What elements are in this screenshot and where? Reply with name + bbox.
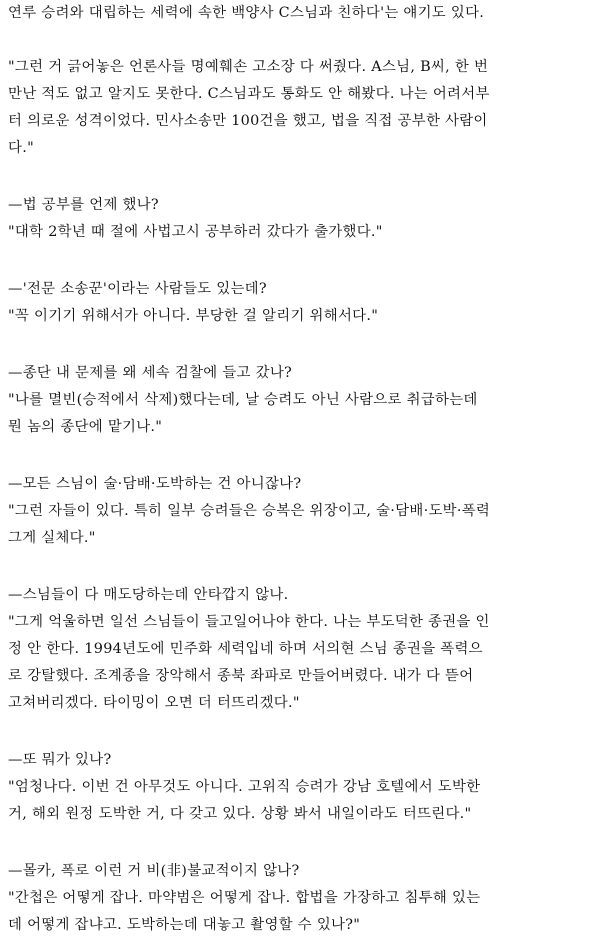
paragraph-gap: [8, 717, 596, 747]
answer-line: 로 강탈했다. 조계종을 장악해서 종북 좌파로 만들어버렸다. 내가 다 뜯어: [8, 668, 474, 684]
question-line: —모든 스님이 술·담배·도박하는 건 아니잖나?: [8, 476, 302, 492]
answer-line: 만난 적도 없고 알지도 못한다. C스님과도 통화도 안 해봤다. 나는 어려서부: [8, 86, 490, 102]
answer-line: "간첩은 어떻게 잡나. 마약범은 어떻게 잡나. 합법을 가장하고 침투해 있는: [8, 890, 481, 906]
answer-line: "그런 거 긁어놓은 언론사들 명예훼손 고소장 다 써줬다. A스님, B씨, 한 번: [8, 59, 489, 75]
answer-line: 고쳐버리겠다. 타이밍이 오면 더 터뜨리겠다.": [8, 695, 300, 711]
question-line: —몰카, 폭로 이런 거 비(非)불교적이지 않나?: [8, 863, 300, 879]
answer-line: "나를 멸빈(승적에서 삭제)했다는데, 날 승려도 아닌 사람으로 취급하는데: [8, 392, 478, 408]
article-body: [8, 0, 596, 939]
paragraph-gap: [8, 828, 596, 858]
question-line: —'전문 소송꾼'이라는 사람들도 있는데?: [8, 281, 267, 297]
paragraph-gap: [8, 162, 596, 192]
paragraph-gap: [8, 552, 596, 582]
paragraph-gap: [8, 246, 596, 276]
answer-line: 뭔 놈의 종단에 맡기나.": [8, 419, 163, 435]
answer-line: "꼭 이기기 위해서가 아니다. 부당한 걸 알리기 위해서다.": [8, 308, 379, 324]
answer-line: 거, 해외 원정 도박한 거, 다 갖고 있다. 상황 봐서 내일이라도 터뜨린다.": [8, 806, 472, 822]
answer-line: 그게 실체다.": [8, 530, 96, 546]
answer-line: 정 안 한다. 1994년도에 민주화 세력입네 하며 서의현 스님 종권을 폭력으: [8, 641, 483, 657]
answer-line: "엄청나다. 이번 건 아무것도 아니다. 고위직 승려가 강남 호텔에서 도박한: [8, 779, 481, 795]
paragraph-gap: [8, 330, 596, 360]
question-line: —스님들이 다 매도당하는데 안타깝지 않나.: [8, 587, 289, 603]
paragraph-gap: [8, 27, 596, 54]
answer-line: "그런 자들이 있다. 특히 일부 승려들은 승복은 위장이고, 술·담배·도박·폭력: [8, 503, 491, 519]
answer-line: "그게 억울하면 일선 스님들이 들고일어나야 한다. 나는 부도덕한 종권을 인: [8, 614, 490, 630]
paragraph-line: 연루 승려와 대립하는 세력에 속한 백양사 C스님과 친하다'는 얘기도 있다.: [8, 5, 485, 21]
answer-line: 터 의로운 성격이었다. 민사소송만 100건을 했고, 법을 직접 공부한 사람이: [8, 113, 488, 129]
paragraph-gap: [8, 441, 596, 471]
question-line: —종단 내 문제를 왜 세속 검찰에 들고 갔나?: [8, 365, 293, 381]
answer-line: "대학 2학년 때 절에 사법고시 공부하러 갔다가 출가했다.": [8, 224, 383, 240]
answer-line: 데 어떻게 잡냐고. 도박하는데 대놓고 촬영할 수 있나?": [8, 917, 361, 933]
question-line: —또 뭐가 있나?: [8, 752, 112, 768]
question-line: —법 공부를 언제 했나?: [8, 197, 159, 213]
answer-line: 다.": [8, 140, 34, 156]
